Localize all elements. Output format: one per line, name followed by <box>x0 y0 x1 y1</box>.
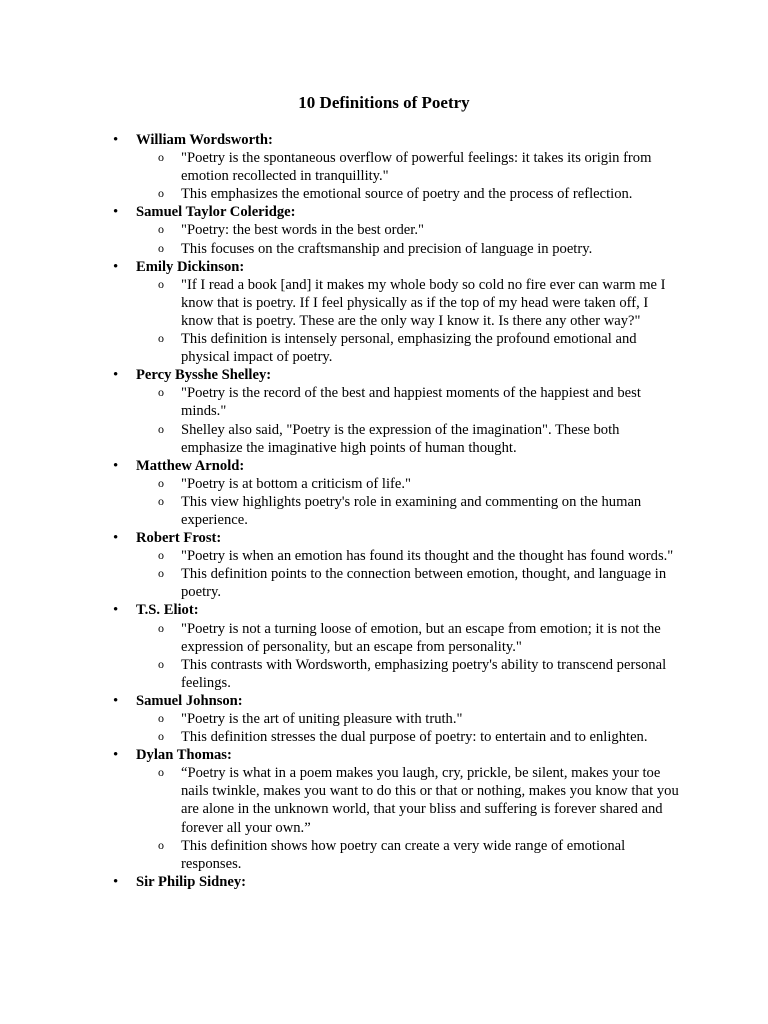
definition-point: o "Poetry is when an emotion has found its thought and the thought has found words." <box>181 547 684 565</box>
definition-point: o "Poetry is the spontaneous overflow of powerful feelings: it takes its origin from emotion recollected in tranquillity." <box>181 149 684 185</box>
definitions-list <box>136 131 684 891</box>
poet-name: • T.S. Eliot: <box>136 602 199 619</box>
definition-point: o "Poetry is the art of uniting pleasure with truth." <box>181 710 684 728</box>
poet-name: • Robert Frost: <box>136 530 222 547</box>
definition-point: o This definition shows how poetry can create a very wide range of emotional responses. <box>181 837 684 873</box>
poet-name: • Matthew Arnold: <box>136 457 245 474</box>
definition-sublist <box>136 221 684 257</box>
list-item <box>136 692 684 746</box>
definition-sublist <box>136 547 684 601</box>
list-item <box>136 258 684 367</box>
poet-name: • Samuel Johnson: <box>136 692 243 709</box>
definition-point: o "If I read a book [and] it makes my whole body so cold no fire ever can warm me I know that is poetry. If I feel physically as if the top of my head were taken off, I know that is poetry. These are the only way I know it. Is there any other way?" <box>181 276 684 330</box>
definition-sublist <box>136 475 684 529</box>
definition-point: o "Poetry: the best words in the best order." <box>181 221 684 239</box>
poet-name: • Sir Philip Sidney: <box>136 873 247 890</box>
page-title: 10 Definitions of Poetry <box>298 93 470 112</box>
list-item <box>136 203 684 257</box>
definition-point: o This definition is intensely personal, emphasizing the profound emotional and physical impact of poetry. <box>181 330 684 366</box>
poet-name: • Dylan Thomas: <box>136 747 232 764</box>
definition-sublist <box>136 620 684 692</box>
definition-point: o Shelley also said, "Poetry is the expression of the imagination". These both emphasize the imaginative high points of human thought. <box>181 421 684 457</box>
list-item <box>136 457 684 529</box>
poet-name: • Samuel Taylor Coleridge: <box>136 204 296 221</box>
definition-point: o This emphasizes the emotional source of poetry and the process of reflection. <box>181 185 684 203</box>
poet-name: • William Wordsworth: <box>136 132 273 148</box>
definition-sublist <box>136 710 684 746</box>
list-item <box>136 601 684 691</box>
definition-point: o “Poetry is what in a poem makes you laugh, cry, prickle, be silent, makes your toe nails twinkle, makes you want to do this or that or nothing, makes you know that you are alone in the unknown world, that your bliss and suffering is forever shared and forever all your own.” <box>181 764 684 836</box>
definition-point: o This focuses on the craftsmanship and precision of language in poetry. <box>181 240 684 258</box>
definition-point: o This view highlights poetry's role in examining and commenting on the human experience. <box>181 493 684 529</box>
list-item <box>136 746 684 873</box>
definition-point: o "Poetry is at bottom a criticism of life." <box>181 475 684 493</box>
definition-point: o "Poetry is the record of the best and happiest moments of the happiest and best minds." <box>181 384 684 420</box>
definition-sublist <box>136 276 684 366</box>
definition-sublist <box>136 149 684 203</box>
list-item <box>136 366 684 456</box>
definition-sublist <box>136 384 684 456</box>
list-item <box>136 131 684 203</box>
definition-point: o "Poetry is not a turning loose of emotion, but an escape from emotion; it is not the expression of personality, but an escape from personality." <box>181 620 684 656</box>
definition-sublist <box>136 764 684 873</box>
poet-name: • Emily Dickinson: <box>136 258 245 275</box>
list-item <box>136 873 684 891</box>
poet-name: • Percy Bysshe Shelley: <box>136 367 272 384</box>
list-item <box>136 529 684 601</box>
definition-point: o This definition points to the connection between emotion, thought, and language in poetry. <box>181 565 684 601</box>
definition-point: o This contrasts with Wordsworth, emphasizing poetry's ability to transcend personal feelings. <box>181 656 684 692</box>
definition-point: o This definition stresses the dual purpose of poetry: to entertain and to enlighten. <box>181 728 684 746</box>
